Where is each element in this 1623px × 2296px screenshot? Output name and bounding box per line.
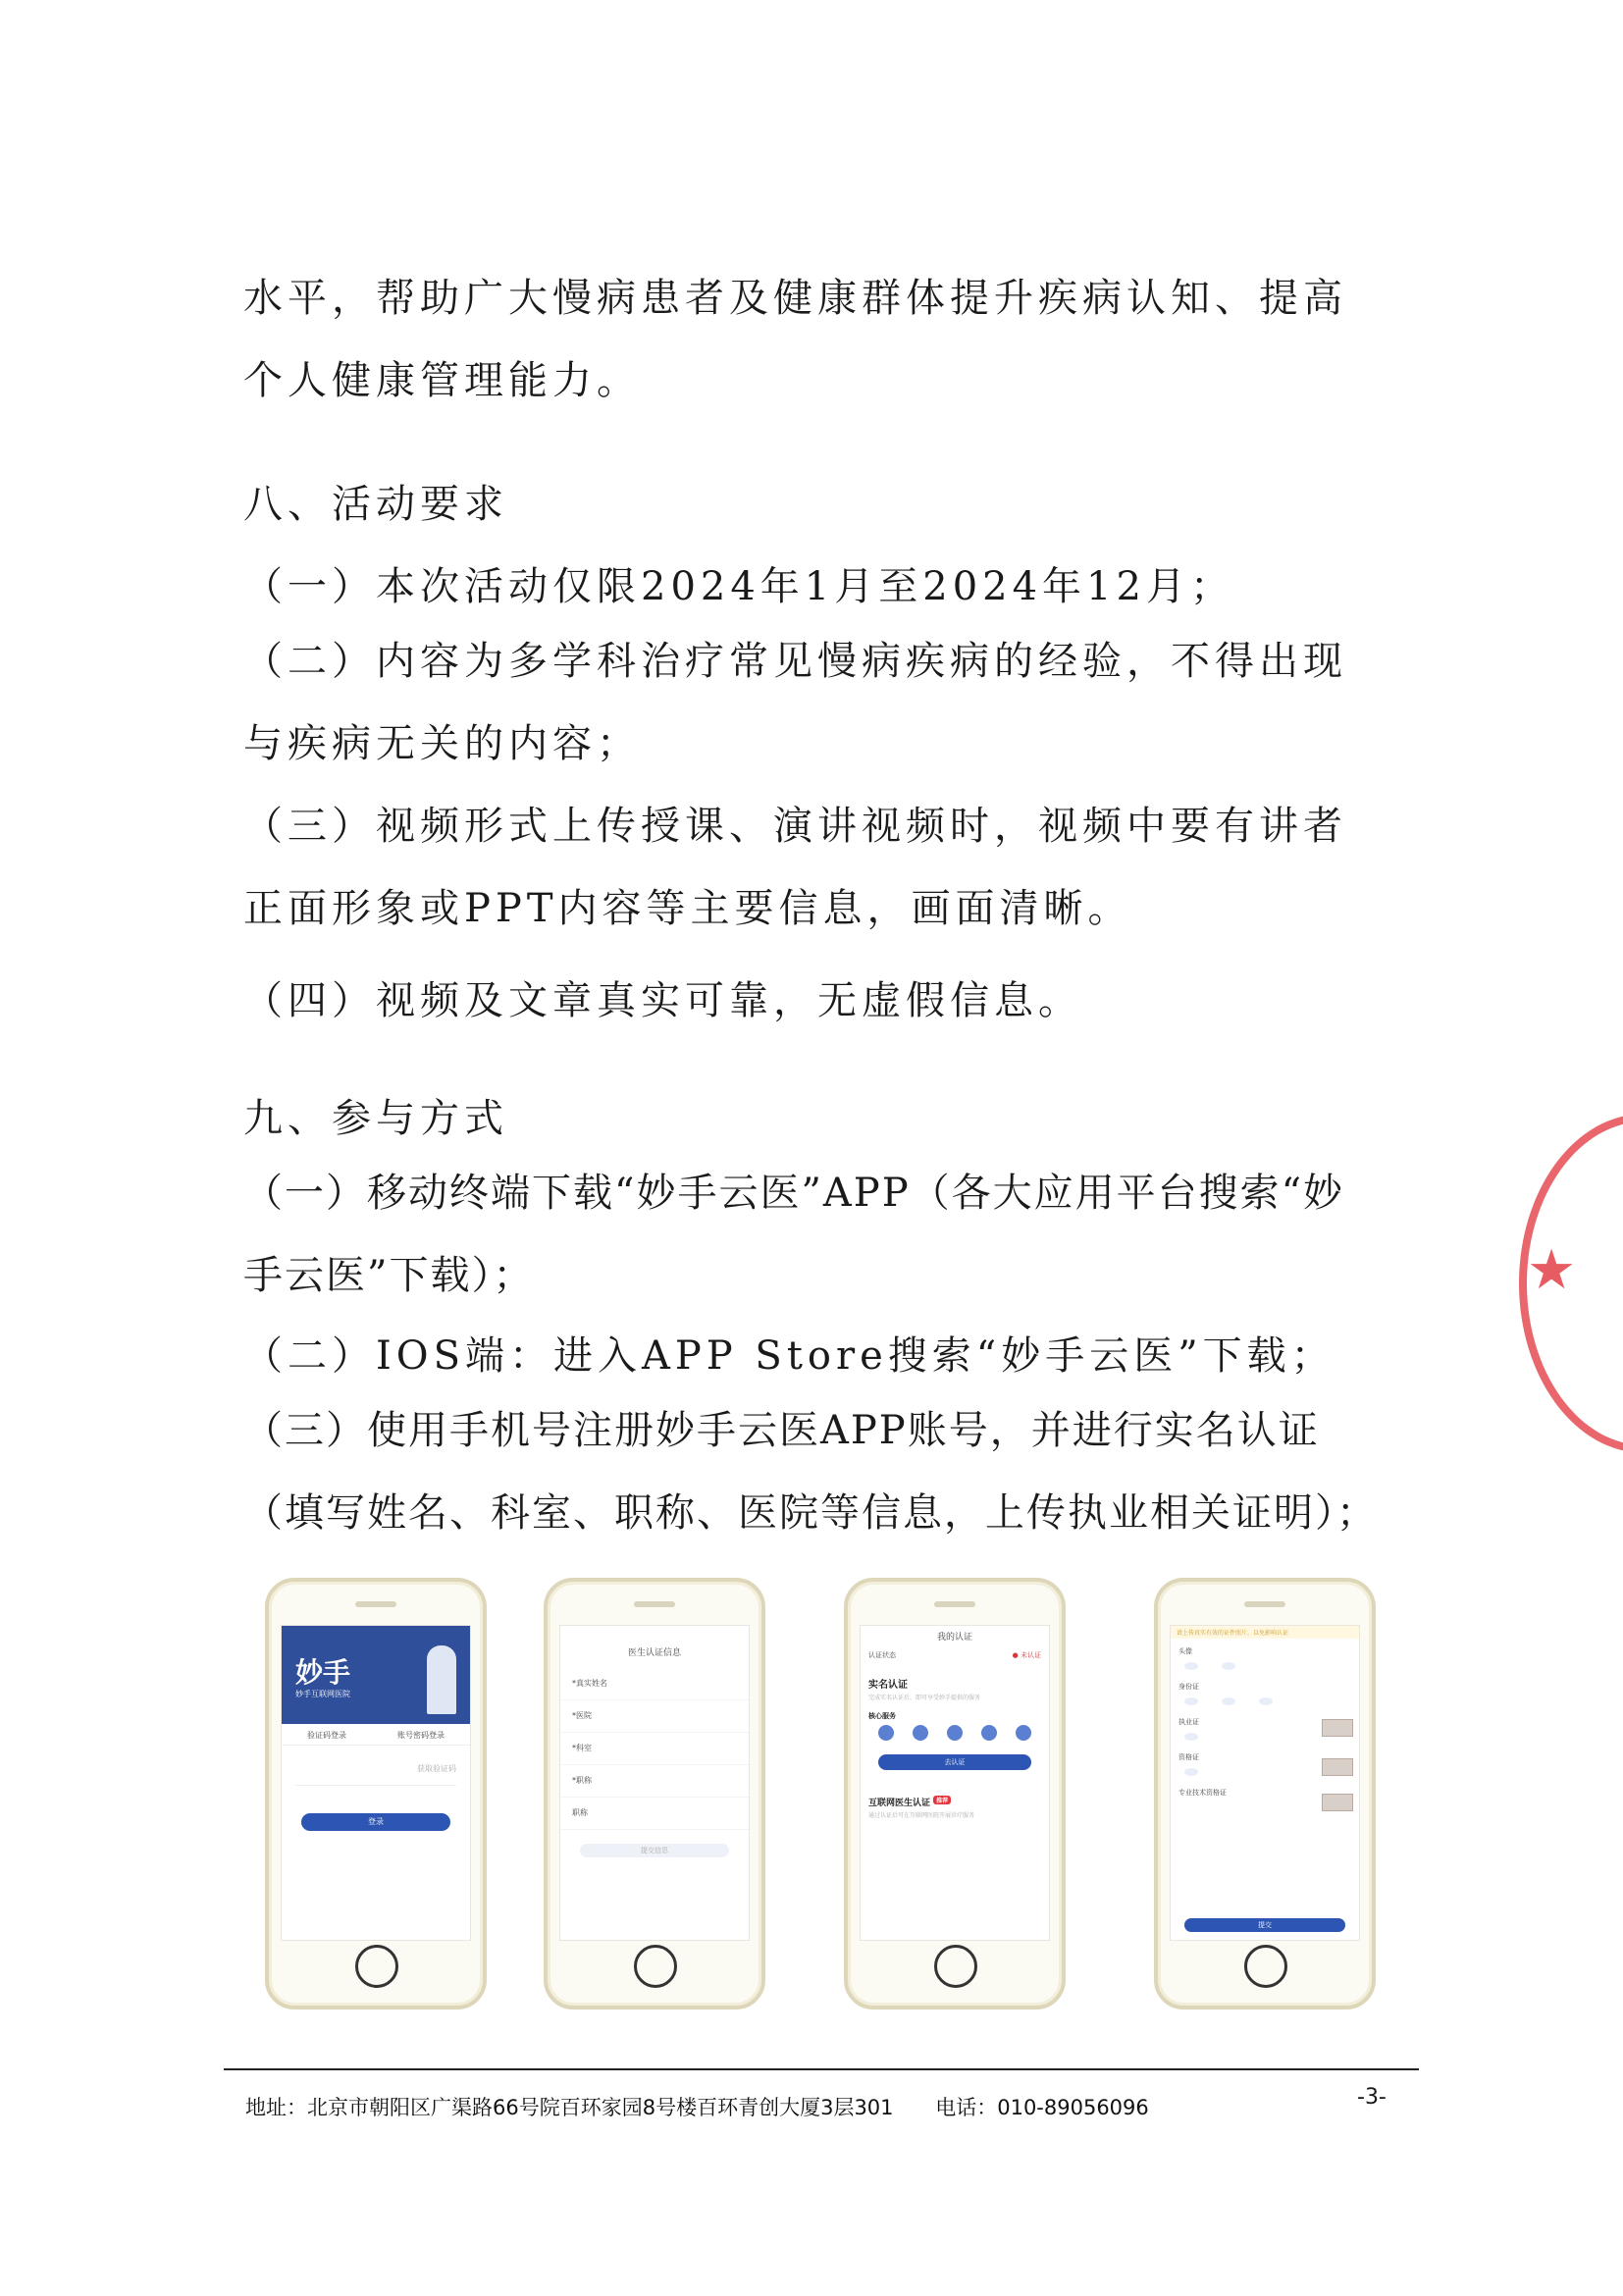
submit-info-button[interactable]: 提交信息 [580,1844,729,1857]
status-label: 认证状态 [868,1651,896,1659]
internet-doctor-hint: 通过认证后可在互联网医院开展诊疗服务 [868,1812,975,1819]
home-button-icon [1244,1945,1287,1988]
realname-title: 实名认证 [868,1680,908,1691]
upload-submit-button[interactable]: 提交 [1184,1918,1345,1932]
section-avatar: 头像 [1178,1647,1192,1655]
field-hospital[interactable]: *医院 [560,1700,749,1733]
home-button-icon [634,1945,677,1988]
phone-speaker [634,1601,675,1607]
phone-upload-screenshot [1154,1578,1376,2009]
seal-star-icon: ★ [1527,1238,1577,1302]
section-technical-label: 专业技术资格证 [1178,1789,1227,1797]
section-8-item-1: （一）本次活动仅限2024年1月至2024年12月； [243,564,1234,609]
core-services-title: 核心服务 [868,1712,896,1720]
footer-address: 地址：北京市朝阳区广渠路66号院百环家园8号楼百环青创大厦3层301 [245,2096,894,2119]
field-position[interactable]: 职称 [560,1798,749,1830]
intro-paragraph: 水平，帮助广大慢病患者及健康群体提升疾病认知、提高个人健康管理能力。 [243,276,1347,403]
home-button-icon [355,1945,398,1988]
service-icon [947,1725,963,1741]
home-button-icon [934,1945,977,1988]
phone-speaker [355,1601,396,1607]
tab-sms-login[interactable]: 验证码登录 [307,1731,346,1740]
recommend-badge: 推荐 [933,1796,951,1804]
phone-speaker [934,1601,975,1607]
section-8-item-3: （三）视频形式上传授课、演讲视频时，视频中要有讲者正面形象或PPT内容等主要信息，画面清晰。 [243,804,1347,931]
phone-login-screenshot [265,1578,487,2009]
section-8-item-4: （四）视频及文章真实可靠，无虚假信息。 [243,978,1082,1023]
section-practice-label: 执业证 [1178,1718,1199,1726]
upload-slots [1171,1694,1359,1709]
realname-hint: 完成实名认证后，即可享受妙手提供的服务 [868,1695,981,1701]
cert-screen [860,1625,1050,1941]
section-qualification-label: 资格证 [1178,1753,1199,1761]
form-title: 医生认证信息 [627,1648,681,1658]
service-icon [878,1725,894,1741]
field-department[interactable]: *科室 [560,1733,749,1765]
service-icon [1016,1725,1031,1741]
section-id-card: 身份证 [1178,1683,1199,1691]
section-technical-cert [1171,1780,1359,1800]
section-qualification-cert [1171,1745,1359,1764]
footer-phone: 电话：010-89056096 [935,2096,1149,2119]
cert-title: 我的认证 [936,1633,972,1643]
service-icon [981,1725,997,1741]
login-hero [282,1626,470,1724]
certificate-thumbnail[interactable] [1322,1719,1353,1737]
section-9-heading: 九、参与方式 [243,1096,508,1141]
page-number: -3- [1357,2085,1387,2110]
app-logo: 妙手 [295,1656,351,1689]
service-icons [861,1721,1049,1745]
section-9-item-2: （二）IOS端：进入APP Store搜索“妙手云医”下载； [243,1333,1335,1379]
section-practice-cert [1171,1709,1359,1729]
field-name[interactable]: *真实姓名 [560,1668,749,1700]
tab-password-login[interactable]: 账号密码登录 [397,1731,445,1740]
footer [245,2092,1149,2121]
section-9-item-1: （一）移动终端下载“妙手云医”APP（各大应用平台搜索“妙手云医”下载）； [243,1171,1345,1298]
upload-screen [1170,1625,1360,1941]
upload-warning: 请上传真实有效的证件照片，以免影响认证 [1171,1626,1359,1639]
phone-speaker [1244,1601,1285,1607]
form-screen [559,1625,750,1941]
app-subtitle: 妙手互联网医院 [295,1690,350,1698]
field-title[interactable]: *职称 [560,1765,749,1798]
login-screen [281,1625,471,1941]
status-value: ● 未认证 [1012,1651,1041,1659]
footer-divider [224,2068,1419,2070]
internet-doctor-title [861,1770,1049,1808]
certificate-thumbnail[interactable] [1322,1794,1353,1811]
login-button[interactable]: 登录 [301,1813,450,1831]
code-input[interactable]: 获取验证码 [295,1763,456,1786]
section-9-item-3: （三）使用手机号注册妙手云医APP账号，并进行实名认证（填写姓名、科室、职称、医院等信息，上传执业相关证明）； [243,1408,1378,1536]
section-8-item-2: （二）内容为多学科治疗常见慢病疾病的经验，不得出现与疾病无关的内容； [243,639,1347,766]
login-tabs [282,1724,470,1746]
internet-doctor-label: 互联网医生认证 [868,1799,931,1808]
cert-status-row [861,1650,1049,1676]
doctor-figure-icon [427,1645,456,1714]
phone-form-screenshot [544,1578,765,2009]
upload-slots [1171,1658,1359,1674]
certificate-thumbnail[interactable] [1322,1758,1353,1776]
service-icon [913,1725,928,1741]
phone-cert-screenshot [844,1578,1066,2009]
section-8-heading: 八、活动要求 [243,482,508,527]
go-certify-button[interactable]: 去认证 [878,1754,1031,1770]
